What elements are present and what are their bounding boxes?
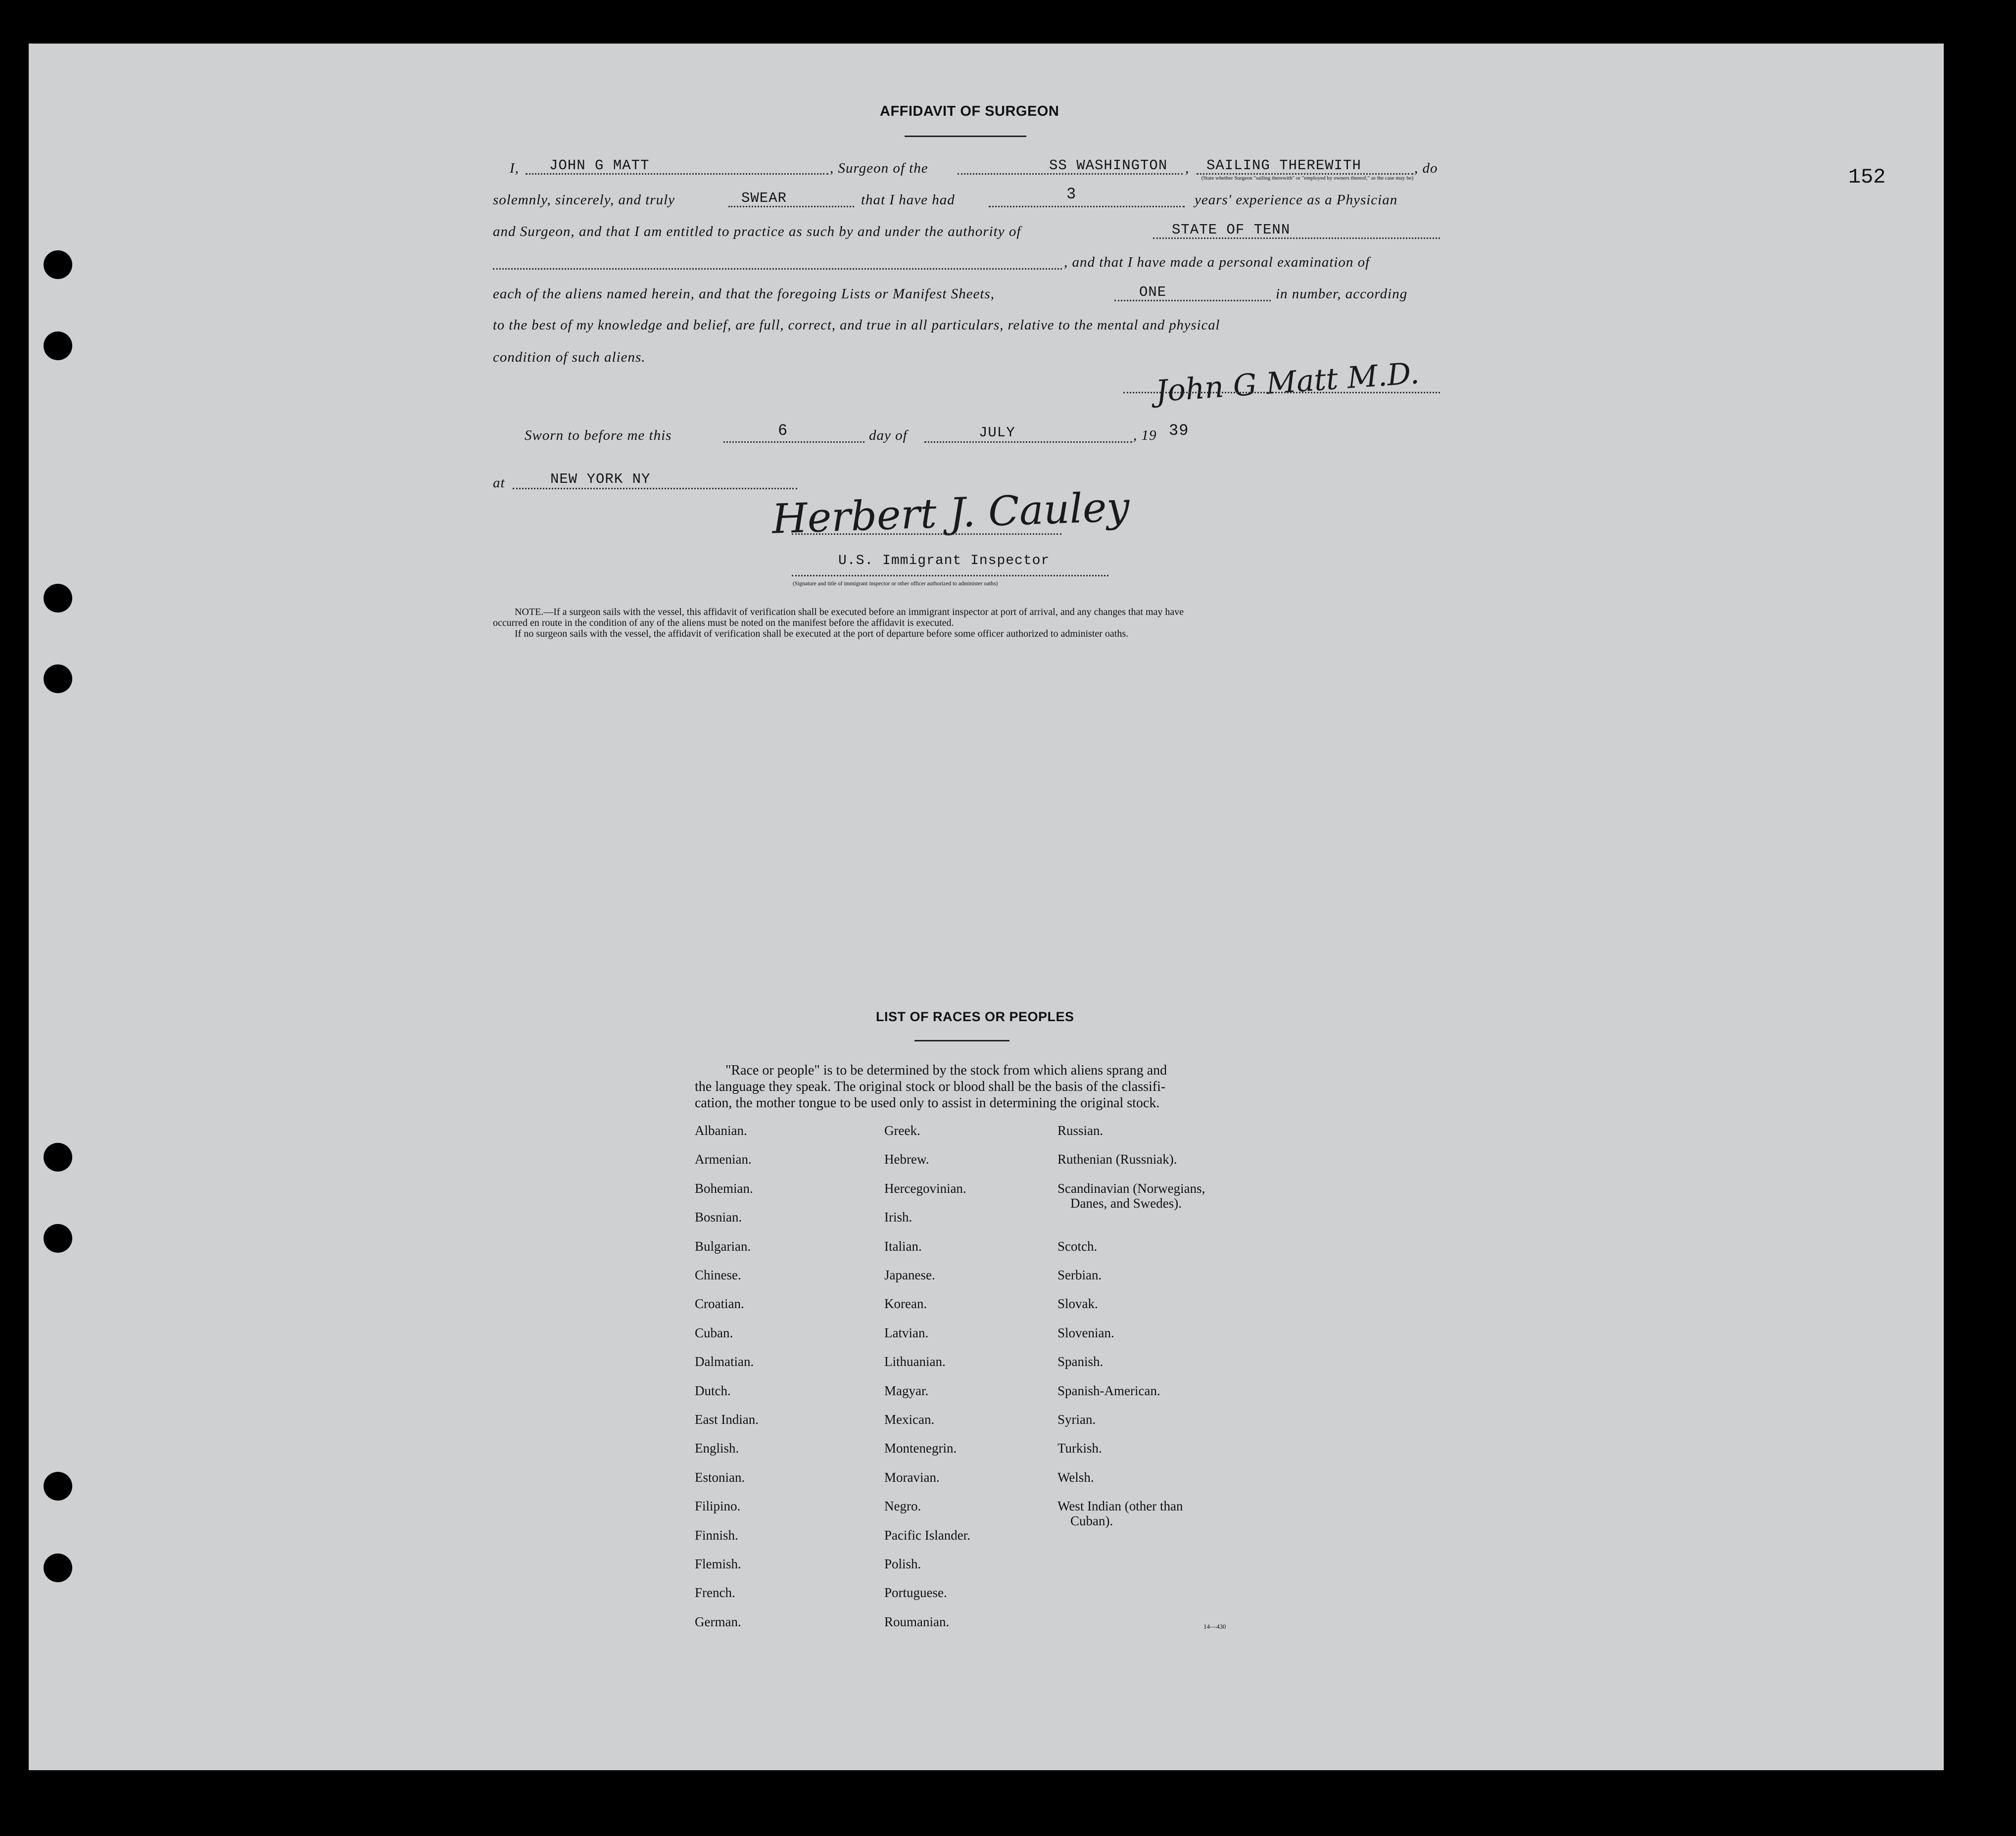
race-entry: Chinese. — [695, 1268, 741, 1282]
affidavit-text: Sworn to before me this — [525, 427, 672, 443]
races-title-underline — [914, 1040, 1009, 1041]
races-intro-line: the language they speak. The original stock or blood shall be the basis of the classifi- — [695, 1079, 1166, 1094]
vessel-field: SS WASHINGTON — [1049, 157, 1168, 174]
sailing-hint: (State whether Surgeon "sailing therewith" or "employed by owners thereof," as the case may be) — [1201, 175, 1414, 181]
race-entry: English. — [695, 1441, 739, 1456]
title-underline — [905, 136, 1026, 137]
field-line — [513, 488, 797, 489]
field-line — [1153, 237, 1440, 239]
race-entry: French. — [695, 1585, 735, 1601]
affidavit-text: each of the aliens named herein, and that the foregoing Lists or Manifest Sheets, — [493, 286, 995, 302]
authority-field: STATE OF TENN — [1172, 222, 1291, 238]
race-entry: Irish. — [884, 1210, 912, 1225]
race-entry: East Indian. — [695, 1412, 759, 1427]
race-entry: Armenian. — [695, 1152, 752, 1167]
field-line — [723, 441, 864, 443]
races-intro-line: "Race or people" is to be determined by the stock from which aliens sprang and — [725, 1063, 1167, 1078]
race-entry: Spanish-American. — [1057, 1383, 1160, 1398]
race-entry: Slovak. — [1057, 1296, 1098, 1312]
race-entry: Negro. — [884, 1499, 921, 1514]
race-entry: Scotch. — [1057, 1238, 1098, 1254]
race-entry: Dalmatian. — [695, 1354, 754, 1369]
binder-hole — [44, 664, 72, 693]
oath-field: SWEAR — [741, 190, 787, 206]
title-line — [792, 575, 1108, 576]
race-entry: Turkish. — [1057, 1441, 1102, 1456]
race-entry: Pacific Islander. — [884, 1527, 970, 1543]
field-line — [989, 206, 1185, 207]
binder-hole — [44, 1472, 72, 1501]
race-entry: Estonian. — [695, 1469, 745, 1485]
race-entry: Latvian. — [884, 1325, 929, 1340]
field-line — [728, 206, 854, 207]
race-entry: Syrian. — [1057, 1412, 1096, 1427]
races-title: LIST OF RACES OR PEOPLES — [876, 1009, 1074, 1024]
affidavit-text: at — [493, 475, 505, 491]
affidavit-text: , Surgeon of the — [830, 160, 928, 176]
binder-hole — [44, 584, 72, 612]
affidavit-text: years' experience as a Physician — [1195, 192, 1398, 208]
race-entry: Lithuanian. — [884, 1354, 946, 1369]
race-entry: Greek. — [884, 1123, 920, 1138]
day-field: 6 — [778, 422, 788, 440]
affidavit-text: day of — [869, 427, 908, 443]
race-entry: Welsh. — [1057, 1469, 1094, 1485]
affidavit-text: , 19 — [1133, 427, 1157, 443]
race-entry: Roumanian. — [884, 1614, 950, 1629]
race-entry: Polish. — [884, 1556, 921, 1571]
field-line — [493, 268, 1062, 270]
race-entry: Montenegrin. — [884, 1441, 957, 1456]
binder-hole — [44, 1143, 72, 1172]
year-field: 39 — [1169, 422, 1189, 440]
race-entry: Japanese. — [884, 1268, 935, 1282]
inspector-title: U.S. Immigrant Inspector — [838, 553, 1050, 568]
affidavit-text: to the best of my knowledge and belief, are full, correct, and true in all particulars, relative to the mental and physical — [493, 318, 1220, 333]
race-entry: Hercegovinian. — [884, 1180, 966, 1196]
affidavit-text: , do — [1414, 160, 1438, 176]
surgeon-signature: John G Matt M.D. — [1154, 356, 1421, 409]
race-entry: Albanian. — [695, 1123, 747, 1138]
race-entry: West Indian (other than — [1057, 1499, 1183, 1514]
race-entry: Portuguese. — [884, 1585, 947, 1601]
race-entry: Korean. — [884, 1296, 927, 1312]
field-line — [1114, 300, 1271, 301]
sheets-field: ONE — [1139, 284, 1167, 300]
binder-hole — [44, 1224, 72, 1253]
affidavit-text: I, — [510, 160, 519, 176]
race-entry: Bulgarian. — [695, 1238, 751, 1254]
place-field: NEW YORK NY — [550, 471, 651, 487]
inspector-hint: (Signature and title of immigrant inspector or other officer authorized to administer oaths) — [793, 581, 998, 587]
affidavit-text: , and that I have made a personal examination of — [1064, 254, 1370, 270]
binder-hole — [44, 1554, 72, 1582]
race-entry: Cuban. — [695, 1325, 733, 1340]
affidavit-title: AFFIDAVIT OF SURGEON — [880, 103, 1059, 119]
sailing-field: SAILING THEREWITH — [1206, 157, 1361, 174]
document-page — [29, 44, 1944, 1770]
races-intro-line: cation, the mother tongue to be used only to assist in determining the original stock. — [695, 1095, 1160, 1111]
race-entry: Mexican. — [884, 1412, 935, 1427]
race-entry: Danes, and Swedes). — [1070, 1195, 1182, 1211]
affidavit-text: condition of such aliens. — [493, 349, 646, 365]
month-field: JULY — [979, 424, 1015, 441]
race-entry: Magyar. — [884, 1383, 929, 1398]
race-entry: Bohemian. — [695, 1180, 753, 1196]
form-number: 14—430 — [1203, 1623, 1226, 1630]
affidavit-text: , — [1185, 160, 1190, 176]
race-entry: Spanish. — [1057, 1354, 1104, 1369]
race-entry: Moravian. — [884, 1469, 940, 1485]
race-entry: Italian. — [884, 1238, 922, 1254]
race-entry: Slovenian. — [1057, 1325, 1114, 1340]
race-entry: Ruthenian (Russniak). — [1057, 1152, 1177, 1167]
race-entry: Russian. — [1057, 1123, 1104, 1138]
race-entry: Flemish. — [695, 1556, 741, 1571]
note-line: NOTE.—If a surgeon sails with the vessel, this affidavit of verification shall be executed before an immigrant inspector at port of arrival, and any changes that may have — [515, 607, 1184, 617]
race-entry: German. — [695, 1614, 741, 1629]
race-entry: Serbian. — [1057, 1268, 1102, 1282]
race-entry: Dutch. — [695, 1383, 731, 1398]
race-entry: Scandinavian (Norwegians, — [1057, 1180, 1205, 1196]
field-line — [958, 173, 1183, 175]
page-number: 152 — [1848, 165, 1886, 189]
inspector-signature: Herbert J. Cauley — [771, 483, 1131, 543]
field-line — [924, 441, 1132, 443]
race-entry: Cuban). — [1070, 1513, 1113, 1529]
affidavit-text: solemnly, sincerely, and truly — [493, 192, 675, 208]
affidavit-text: and Surgeon, and that I am entitled to practice as such by and under the authority of — [493, 224, 1021, 239]
race-entry: Hebrew. — [884, 1152, 929, 1167]
affidavit-text: in number, according — [1276, 286, 1408, 302]
note-line: If no surgeon sails with the vessel, the affidavit of verification shall be executed at the port of departure before some officer authorized to administer oaths. — [515, 628, 1129, 639]
binder-hole — [44, 331, 72, 360]
field-line — [1197, 173, 1413, 175]
field-line — [526, 173, 828, 175]
signature-line — [792, 533, 1061, 535]
race-entry: Bosnian. — [695, 1210, 742, 1225]
surgeon-name-field: JOHN G MATT — [549, 157, 650, 174]
race-entry: Filipino. — [695, 1499, 741, 1514]
affidavit-text: that I have had — [861, 192, 955, 208]
race-entry: Finnish. — [695, 1527, 738, 1543]
race-entry: Croatian. — [695, 1296, 744, 1312]
binder-hole — [44, 250, 72, 279]
years-field: 3 — [1066, 185, 1077, 203]
note-line: occurred en route in the condition of any of the aliens must be noted on the manifest before the affidavit is executed. — [493, 617, 954, 628]
signature-line — [1123, 392, 1440, 393]
